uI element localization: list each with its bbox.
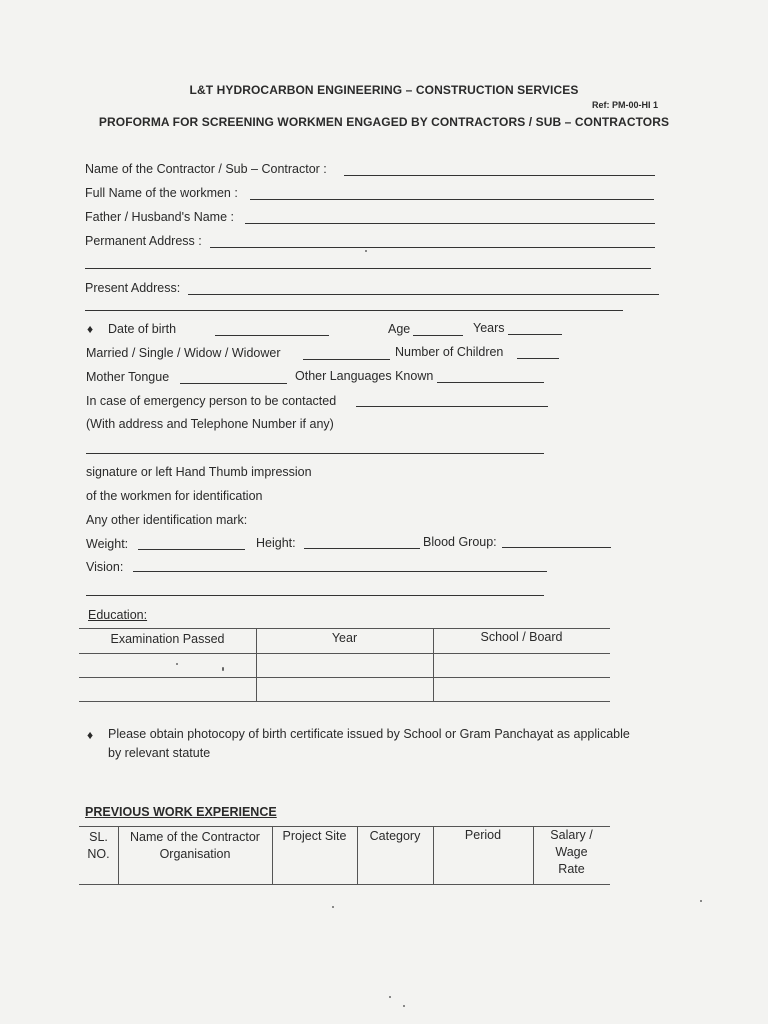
experience-table-bottom-border [79, 884, 610, 885]
col-period: Period [464, 828, 502, 842]
stray-mark [176, 663, 178, 665]
years-line[interactable] [508, 334, 562, 335]
contractor-name-line[interactable] [344, 175, 655, 176]
emergency-contact-line[interactable] [356, 406, 548, 407]
workmen-name-label: Full Name of the workmen : [85, 186, 238, 200]
dob-line[interactable] [215, 335, 329, 336]
scan-speck [403, 1005, 405, 1007]
emergency-address-line[interactable] [86, 453, 544, 454]
emergency-note: (With address and Telephone Number if any) [86, 417, 334, 431]
years-label: Years [473, 321, 505, 335]
col-contractor-line-2: Organisation [159, 847, 231, 861]
present-address-line[interactable] [188, 294, 659, 295]
mother-tongue-label: Mother Tongue [86, 370, 170, 384]
dob-label: Date of birth [108, 322, 177, 336]
permanent-address-line-2[interactable] [85, 268, 651, 269]
vision-label: Vision: [86, 560, 124, 574]
stray-mark [222, 667, 224, 671]
blood-group-label: Blood Group: [423, 535, 497, 549]
weight-label: Weight: [86, 537, 129, 551]
vision-line-2[interactable] [86, 595, 544, 596]
identification-mark-label: Any other identification mark: [86, 513, 248, 527]
birth-certificate-note-line-2: by relevant statute [108, 746, 211, 760]
children-label: Number of Children [395, 345, 504, 359]
scan-speck [332, 906, 334, 908]
marital-status-line[interactable] [303, 359, 390, 360]
scan-speck [365, 250, 367, 252]
vision-line[interactable] [133, 571, 547, 572]
col-sl-no-line-2: NO. [87, 847, 110, 861]
reference-number: Ref: PM-00-HI 1 [592, 100, 659, 110]
permanent-address-label: Permanent Address : [85, 234, 202, 248]
col-examination-passed: Examination Passed [110, 632, 225, 646]
col-salary-line-2: Wage [555, 845, 588, 859]
weight-line[interactable] [138, 549, 245, 550]
education-table-header-border [79, 653, 610, 654]
height-label: Height: [256, 536, 296, 550]
present-address-line-2[interactable] [85, 310, 623, 311]
col-project-site: Project Site [282, 829, 347, 843]
marital-status-label: Married / Single / Widow / Widower [86, 346, 281, 360]
col-year: Year [331, 631, 358, 645]
emergency-contact-label: In case of emergency person to be contacted [86, 394, 337, 408]
scan-speck [700, 900, 702, 902]
diamond-bullet-icon: ♦ [87, 322, 94, 336]
col-contractor-line-1: Name of the Contractor [130, 830, 260, 844]
form-title: PROFORMA FOR SCREENING WORKMEN ENGAGED BY CONTRACTORS / SUB – CONTRACTORS [98, 115, 670, 129]
company-heading: L&T HYDROCARBON ENGINEERING – CONSTRUCTION SERVICES [189, 83, 579, 97]
age-label: Age [388, 322, 411, 336]
other-languages-line[interactable] [437, 382, 544, 383]
present-address-label: Present Address: [85, 281, 181, 295]
signature-label-1: signature or left Hand Thumb impression [86, 465, 312, 479]
education-table-bottom-border [79, 701, 610, 702]
birth-certificate-note-line-1: Please obtain photocopy of birth certificate issued by School or Gram Panchayat as applicable [108, 727, 630, 741]
blood-group-line[interactable] [502, 547, 611, 548]
education-table-top-border [79, 628, 610, 629]
contractor-name-label: Name of the Contractor / Sub – Contractor : [85, 162, 327, 176]
father-name-label: Father / Husband's Name : [85, 210, 234, 224]
workmen-name-line[interactable] [250, 199, 654, 200]
col-salary-line-1: Salary / [550, 828, 593, 842]
work-experience-heading: PREVIOUS WORK EXPERIENCE [85, 805, 277, 819]
children-line[interactable] [517, 358, 559, 359]
permanent-address-line[interactable] [210, 247, 655, 248]
col-sl-no-line-1: SL. [89, 830, 108, 844]
other-languages-label: Other Languages Known [295, 369, 434, 383]
height-line[interactable] [304, 548, 420, 549]
col-category: Category [369, 829, 421, 843]
education-table-row-border [79, 677, 610, 678]
mother-tongue-line[interactable] [180, 383, 287, 384]
col-salary-line-3: Rate [558, 862, 585, 876]
experience-table-top-border [79, 826, 610, 827]
col-school-board: School / Board [480, 630, 563, 644]
scan-speck [389, 996, 391, 998]
signature-label-2: of the workmen for identification [86, 489, 263, 503]
age-line[interactable] [413, 335, 463, 336]
diamond-bullet-icon: ♦ [87, 728, 94, 742]
education-heading: Education: [88, 608, 148, 622]
father-name-line[interactable] [245, 223, 655, 224]
